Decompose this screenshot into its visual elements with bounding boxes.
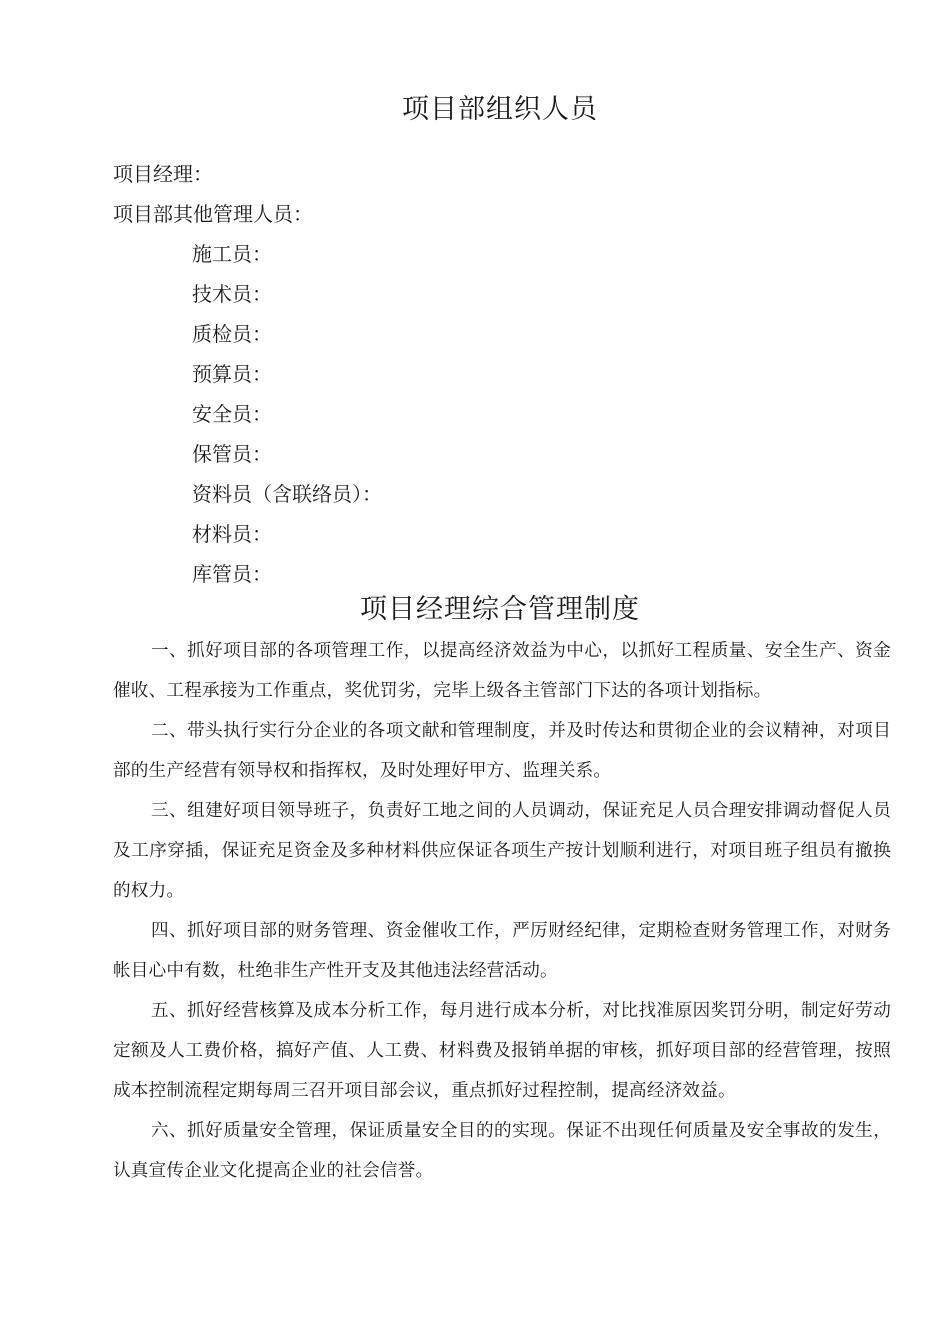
role-quality-inspector: 质检员： <box>192 322 272 346</box>
section-title-organization: 项目部组织人员 <box>402 94 598 125</box>
rule-paragraph-3: 三、组建好项目领导班子，负责好工地之间的人员调动，保证充足人员合理安排调动督促人员及工序穿插，保证充足资金及多种材料供应保证各项生产按计划顺利进行，对项目班子组员有撤换的权力。 <box>113 801 891 901</box>
other-staff-label: 项目部其他管理人员： <box>113 202 313 226</box>
role-materials-officer: 材料员： <box>192 522 272 546</box>
role-budget-officer: 预算员： <box>192 362 272 386</box>
role-documentation-officer: 资料员（含联络员）： <box>192 482 382 506</box>
role-warehouse-keeper: 库管员： <box>192 562 272 586</box>
rule-paragraph-4: 四、抓好项目部的财务管理、资金催收工作，严厉财经纪律，定期检查财务管理工作，对财务帐目心中有数，杜绝非生产性开支及其他违法经营活动。 <box>113 921 891 981</box>
rule-paragraph-6: 六、抓好质量安全管理，保证质量安全目的的实现。保证不出现任何质量及安全事故的发生，认真宣传企业文化提高企业的社会信誉。 <box>113 1121 891 1181</box>
rule-paragraph-1: 一、抓好项目部的各项管理工作，以提高经济效益为中心，以抓好工程质量、安全生产、资金催收、工程承接为工作重点，奖优罚劣，完毕上级各主管部门下达的各项计划指标。 <box>113 641 891 701</box>
project-manager-label: 项目经理： <box>113 162 213 186</box>
section-title-management-system: 项目经理综合管理制度 <box>360 594 640 625</box>
rule-paragraph-2: 二、带头执行实行分企业的各项文献和管理制度，并及时传达和贯彻企业的会议精神，对项目部的生产经营有领导权和指挥权，及时处理好甲方、监理关系。 <box>113 721 891 781</box>
role-technician: 技术员： <box>192 282 272 306</box>
role-construction-worker: 施工员： <box>192 242 272 266</box>
role-safety-officer: 安全员： <box>192 402 272 426</box>
role-custodian: 保管员： <box>192 442 272 466</box>
rule-paragraph-5: 五、抓好经营核算及成本分析工作，每月进行成本分析，对比找准原因奖罚分明，制定好劳动定额及人工费价格，搞好产值、人工费、材料费及报销单据的审核，抓好项目部的经营管理，按照成本控制流程定期每周三召开项目部会议，重点抓好过程控制，提高经济效益。 <box>113 1001 891 1101</box>
management-rules <box>113 631 891 1191</box>
